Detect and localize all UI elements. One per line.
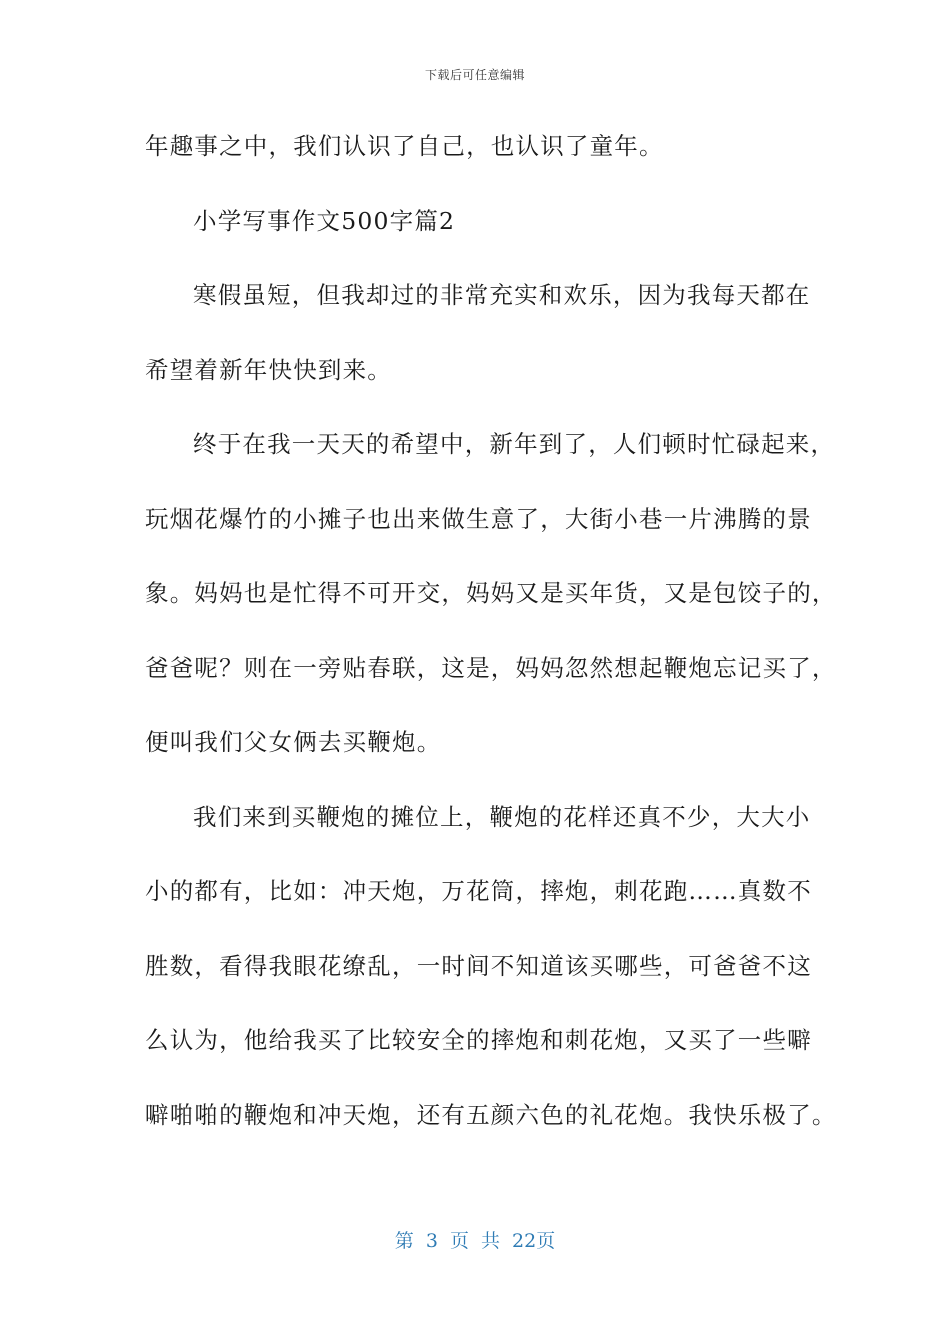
paragraph-line: 么认为，他给我买了比较安全的摔炮和刺花炮，又买了一些噼 xyxy=(145,1026,812,1054)
paragraph-line: 噼啪啪的鞭炮和冲天炮，还有五颜六色的礼花炮。我快乐极了。 xyxy=(145,1100,837,1129)
body-line: 年趣事之中，我们认识了自己，也认识了童年。 xyxy=(145,132,664,160)
paragraph-line: 小的都有，比如：冲天炮，万花筒，摔炮，刺花跑……真数不 xyxy=(145,877,812,905)
paragraph-line: 玩烟花爆竹的小摊子也出来做生意了，大街小巷一片沸腾的景 xyxy=(145,504,812,533)
section-heading: 小学写事作文500字篇2 xyxy=(193,206,456,235)
document-body xyxy=(145,120,837,1163)
paragraph-line: 象。妈妈也是忙得不可开交，妈妈又是买年货，又是包饺子的， xyxy=(145,579,837,607)
paragraph-line: 寒假虽短，但我却过的非常充实和欢乐，因为我每天都在 xyxy=(193,281,811,309)
page-header: 下载后可任意编辑 xyxy=(424,68,525,82)
paragraph-line: 爸爸呢？则在一旁贴春联，这是，妈妈忽然想起鞭炮忘记买了， xyxy=(145,653,837,682)
paragraph-line: 便叫我们父女俩去买鞭炮。 xyxy=(145,728,442,756)
page-number-footer: 第 3 页 共 22页 xyxy=(394,1230,556,1252)
paragraph-line: 我们来到买鞭炮的摊位上，鞭炮的花样还真不少，大大小 xyxy=(193,802,811,831)
paragraph-line: 希望着新年快快到来。 xyxy=(145,355,392,384)
paragraph-line: 终于在我一天天的希望中，新年到了，人们顿时忙碌起来， xyxy=(193,430,836,458)
paragraph-line: 胜数，看得我眼花缭乱，一时间不知道该买哪些，可爸爸不这 xyxy=(145,951,812,980)
